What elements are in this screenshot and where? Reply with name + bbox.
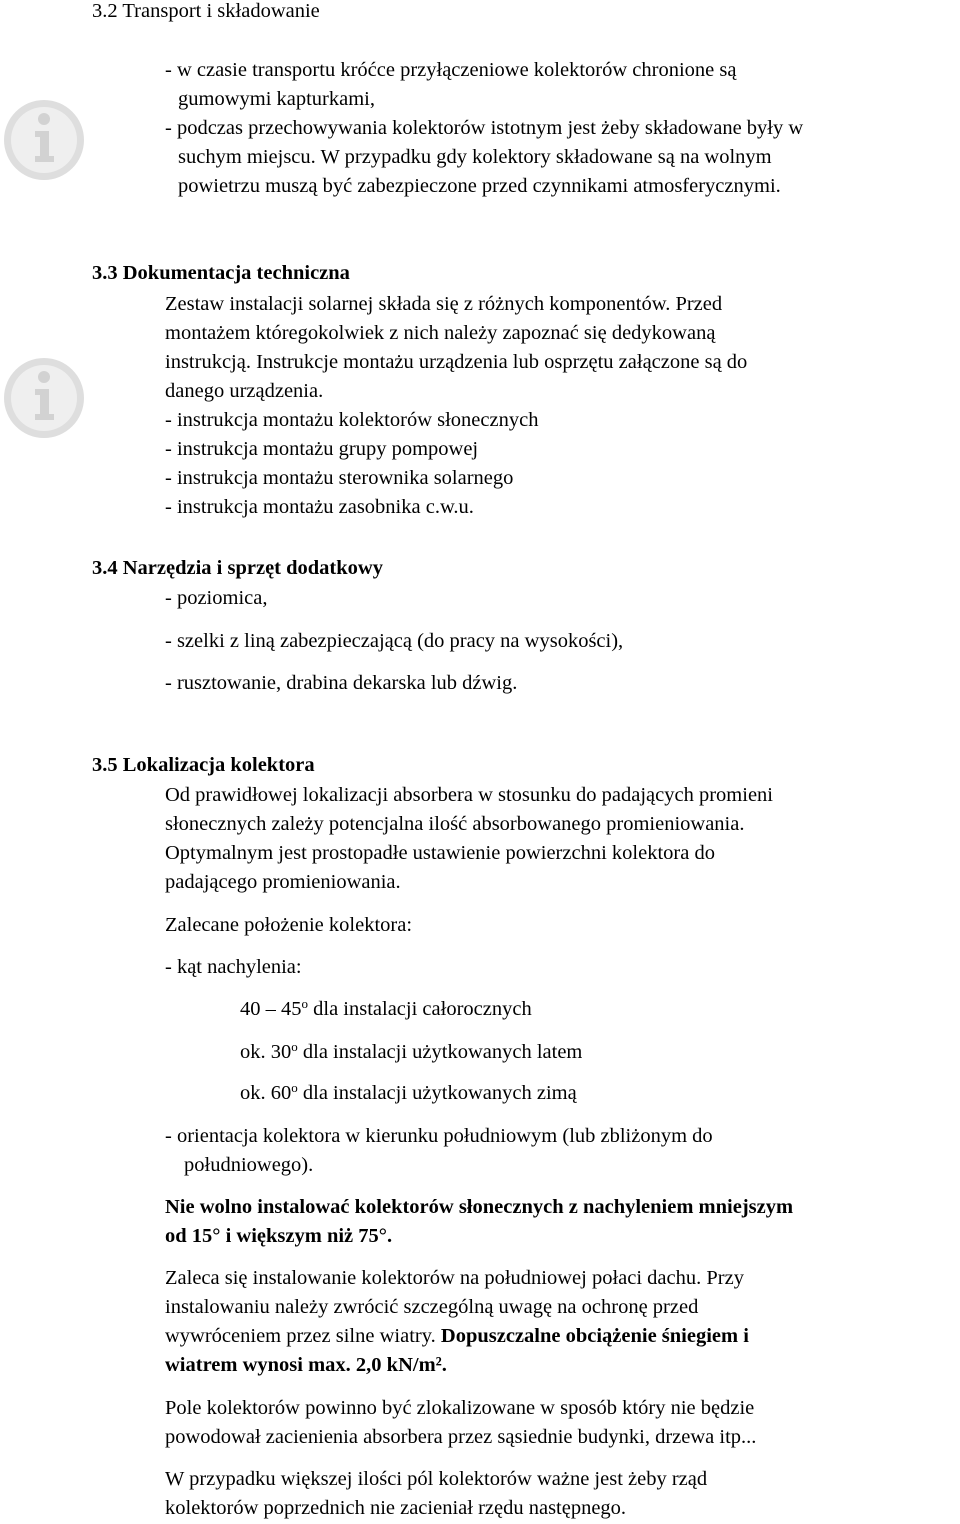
text-line: instalowaniu należy zwrócić szczególną uwagę na ochronę przed [165,1296,699,1318]
roof-text: wywróceniem przez silne wiatry. [165,1325,441,1347]
tilt-desc: dla instalacji użytkowanych zimą [297,1082,577,1104]
text-line: powodował zacienienia absorbera przez sąsiednie budynki, drzewa itp... [165,1426,757,1448]
text-line: padającego promieniowania. [165,871,401,893]
text-line: - poziomica, [165,587,268,609]
degree-sup: o [301,996,308,1011]
text-line: - podczas przechowywania kolektorów istotnym jest żeby składowane były w [165,117,804,139]
text-line: Pole kolektorów powinno być zlokalizowane w sposób który nie będzie [165,1397,755,1419]
text-line: - w czasie transportu króćce przyłączeniowe kolektorów chronione są [165,59,737,81]
text-line: - kąt nachylenia: [165,956,302,978]
tilt-desc: dla instalacji całorocznych [308,998,532,1020]
tilt-option [240,1080,577,1104]
text-line: Zestaw instalacji solarnej składa się z różnych komponentów. Przed [165,293,723,315]
text-line: - instrukcja montażu kolektorów słonecznych [165,409,539,431]
text-line: Zalecane położenie kolektora: [165,914,413,936]
text-line: - orientacja kolektora w kierunku południowym (lub zbliżonym do [165,1125,713,1147]
text-line: suchym miejscu. W przypadku gdy kolektory składowane są na wolnym [178,146,772,168]
section-heading: 3.2 Transport i składowanie [92,0,320,22]
text-line: Od prawidłowej lokalizacji absorbera w stosunku do padających promieni [165,784,773,806]
section-heading: 3.3 Dokumentacja techniczna [92,262,350,284]
text-line: W przypadku większej ilości pól kolektorów ważne jest żeby rząd [165,1468,708,1490]
text-line: danego urządzenia. [165,380,324,402]
warning-line: Nie wolno instalować kolektorów słonecznych z nachyleniem mniejszym [165,1196,794,1218]
text-line: kolektorów poprzednich nie zacieniał rzędu następnego. [165,1497,627,1519]
text-line: południowego). [184,1154,314,1176]
degree-sup: o [291,1080,298,1095]
text-line [165,1326,749,1347]
tilt-option [240,1039,583,1063]
warning-line: od 15° i większym niż 75°. [165,1225,393,1247]
text-line: Zaleca się instalowanie kolektorów na południowej połaci dachu. Przy [165,1267,744,1289]
text-line: powietrzu muszą być zabezpieczone przed czynnikami atmosferycznymi. [178,175,781,197]
section-heading: 3.5 Lokalizacja kolektora [92,754,315,776]
degree-sup: o [291,1039,298,1054]
text-line: - szelki z liną zabezpieczającą (do pracy na wysokości), [165,630,624,652]
tilt-value: ok. 60 [240,1082,292,1104]
text-line: - rusztowanie, drabina dekarska lub dźwig. [165,672,518,694]
tilt-option [240,996,532,1020]
text-line: - instrukcja montażu zasobnika c.w.u. [165,496,474,518]
info-icon [2,356,86,440]
text-line: instrukcją. Instrukcje montażu urządzenia lub osprzętu załączone są do [165,351,748,373]
tilt-value: 40 – 45 [240,998,302,1020]
info-icon [2,98,86,182]
section-heading: 3.4 Narzędzia i sprzęt dodatkowy [92,557,383,579]
text-line: montażem któregokolwiek z nich należy zapoznać się dedykowaną [165,322,716,344]
text-line: słonecznych zależy potencjalna ilość absorbowanego promieniowania. [165,813,745,835]
text-line: Optymalnym jest prostopadłe ustawienie powierzchni kolektora do [165,842,715,864]
text-line: - instrukcja montażu sterownika solarnego [165,467,514,489]
text-line: - instrukcja montażu grupy pompowej [165,438,479,460]
load-limit: Dopuszczalne obciążenie śniegiem i [440,1325,749,1347]
tilt-value: ok. 30 [240,1041,292,1063]
tilt-desc: dla instalacji użytkowanych latem [297,1041,583,1063]
text-line: gumowymi kapturkami, [178,88,376,110]
load-limit: wiatrem wynosi max. 2,0 kN/m². [165,1354,447,1376]
